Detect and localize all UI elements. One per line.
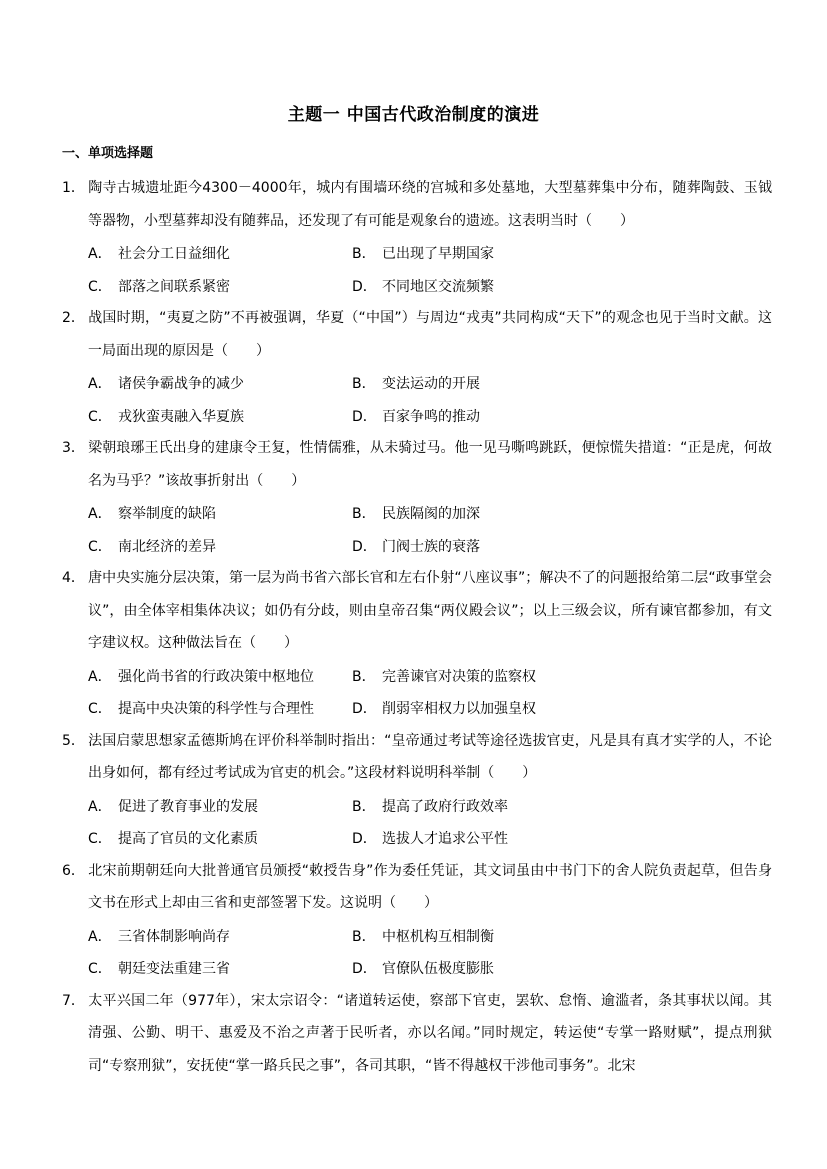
options xyxy=(62,920,772,985)
option-choice[interactable] xyxy=(88,926,352,946)
question-3 xyxy=(62,432,772,562)
option-row xyxy=(88,497,772,530)
question-text: 北宋前期朝廷向大批普通官员颁授“敕授告身”作为委任凭证，其文词虽由中书门下的舍人院负责起草，但告身文书在形式上却由三省和吏部签署下发。这说明（ ） xyxy=(88,862,772,911)
question-text: 陶寺古城遗址距今4300－4000年，城内有围墙环绕的宫城和多处墓地，大型墓葬集中分布，随葬陶鼓、玉钺等器物，小型墓葬却没有随葬品，还发现了有可能是观象台的遗迹。这表明当时（ ） xyxy=(88,180,772,229)
option-choice[interactable] xyxy=(352,243,616,263)
option-text: 提高中央决策的科学性与合理性 xyxy=(118,701,314,718)
option-text: 削弱宰相权力以加强皇权 xyxy=(382,701,536,718)
option-label: B． xyxy=(352,928,376,945)
option-text: 提高了政府行政效率 xyxy=(382,798,508,815)
question-stem xyxy=(62,432,772,497)
option-text: 部落之间联系紧密 xyxy=(118,278,230,295)
question-1 xyxy=(62,172,772,302)
option-label: B． xyxy=(352,376,376,393)
option-label: B． xyxy=(352,798,376,815)
question-text: 梁朝琅琊王氏出身的建康令王复，性情儒雅，从未骑过马。他一见马嘶鸣跳跃，便惊慌失措道：“正是虎，何故名为马乎？”该故事折射出（ ） xyxy=(88,440,772,489)
option-text: 不同地区交流频繁 xyxy=(382,278,494,295)
question-5 xyxy=(62,725,772,855)
question-number: 7． xyxy=(62,992,85,1009)
question-4 xyxy=(62,562,772,725)
option-label: C． xyxy=(88,278,112,295)
option-label: C． xyxy=(88,701,112,718)
option-row xyxy=(88,660,772,693)
option-text: 选拔人才追求公平性 xyxy=(382,831,508,848)
question-number: 3． xyxy=(62,440,85,456)
options xyxy=(62,790,772,855)
question-stem xyxy=(62,302,772,367)
page-title: 主题一 中国古代政治制度的演进 xyxy=(287,105,540,125)
option-text: 戎狄蛮夷融入华夏族 xyxy=(118,408,244,425)
option-label: A． xyxy=(88,376,112,393)
option-row xyxy=(88,692,772,725)
question-stem xyxy=(62,855,772,920)
option-choice[interactable] xyxy=(88,243,352,263)
question-number: 5． xyxy=(62,732,85,749)
question-list xyxy=(62,172,772,1082)
option-text: 强化尚书省的行政决策中枢地位 xyxy=(118,668,314,685)
option-row xyxy=(88,270,772,303)
option-text: 察举制度的缺陷 xyxy=(118,506,216,523)
option-label: C． xyxy=(88,408,112,425)
option-choice[interactable] xyxy=(88,536,352,556)
option-text: 诸侯争霸战争的减少 xyxy=(118,376,244,393)
option-row xyxy=(88,952,772,985)
option-label: B． xyxy=(352,668,376,685)
question-number: 1． xyxy=(62,180,85,196)
option-label: D． xyxy=(352,701,377,718)
option-choice[interactable] xyxy=(88,503,352,523)
question-2 xyxy=(62,302,772,432)
option-row xyxy=(88,790,772,823)
question-stem xyxy=(62,172,772,237)
option-label: A． xyxy=(88,506,112,523)
options xyxy=(62,237,772,302)
option-choice[interactable] xyxy=(352,666,616,686)
option-text: 已出现了早期国家 xyxy=(382,246,494,263)
option-label: B． xyxy=(352,506,376,523)
option-label: C． xyxy=(88,961,112,978)
option-text: 百家争鸣的推动 xyxy=(382,408,480,425)
option-row xyxy=(88,400,772,433)
question-text: 战国时期，“夷夏之防”不再被强调，华夏（“中国”）与周边“戎夷”共同构成“天下”的观念也见于当时文献。这一局面出现的原因是（ ） xyxy=(88,310,772,359)
option-label: D． xyxy=(352,278,377,295)
option-choice[interactable] xyxy=(352,698,616,718)
option-text: 变法运动的开展 xyxy=(382,376,480,393)
option-choice[interactable] xyxy=(352,926,616,946)
option-choice[interactable] xyxy=(88,666,352,686)
option-choice[interactable] xyxy=(88,796,352,816)
options xyxy=(62,660,772,725)
option-row xyxy=(88,367,772,400)
option-label: D． xyxy=(352,538,377,555)
question-6 xyxy=(62,855,772,985)
option-text: 促进了教育事业的发展 xyxy=(118,798,258,815)
option-row xyxy=(88,530,772,563)
question-7 xyxy=(62,985,772,1083)
option-label: A． xyxy=(88,928,112,945)
option-text: 中枢机构互相制衡 xyxy=(382,928,494,945)
options xyxy=(62,367,772,432)
option-choice[interactable] xyxy=(88,698,352,718)
option-label: A． xyxy=(88,668,112,685)
option-label: D． xyxy=(352,831,377,848)
option-row xyxy=(88,822,772,855)
option-label: A． xyxy=(88,798,112,815)
option-text: 官僚队伍极度膨胀 xyxy=(382,961,494,978)
question-text: 太平兴国二年（977年），宋太宗诏令：“诸道转运使，察部下官吏，罢软、怠惰、逾滥者，条其事状以闻。其清强、公勤、明干、惠爱及不治之声著于民听者，亦以名闻。”同时规定，转运使“专掌一路财赋”，提点刑狱司“专察刑狱”，安抚使“掌一路兵民之事”，各司其职，“皆不得越权干涉他司事务”。北宋 xyxy=(88,992,772,1074)
question-stem xyxy=(62,985,772,1083)
option-choice[interactable] xyxy=(352,958,616,978)
option-choice[interactable] xyxy=(352,503,616,523)
option-text: 南北经济的差异 xyxy=(118,538,216,555)
question-number: 6． xyxy=(62,862,85,879)
option-text: 民族隔阂的加深 xyxy=(382,506,480,523)
option-text: 完善谏官对决策的监察权 xyxy=(382,668,536,685)
option-choice[interactable] xyxy=(88,958,352,978)
question-stem xyxy=(62,562,772,660)
option-choice[interactable] xyxy=(352,406,616,426)
option-label: C． xyxy=(88,538,112,555)
question-number: 2． xyxy=(62,310,85,326)
option-choice[interactable] xyxy=(88,828,352,848)
options xyxy=(62,497,772,562)
question-stem xyxy=(62,725,772,790)
option-text: 三省体制影响尚存 xyxy=(118,928,230,945)
question-text: 法国启蒙思想家孟德斯鸠在评价科举制时指出：“皇帝通过考试等途径选拔官吏，凡是具有真才实学的人，不论出身如何，都有经过考试成为官吏的机会。”这段材料说明科举制（ ） xyxy=(88,732,772,781)
option-choice[interactable] xyxy=(88,406,352,426)
question-number: 4． xyxy=(62,570,85,586)
section-heading: 一、单项选择题 xyxy=(62,146,154,161)
option-choice[interactable] xyxy=(352,536,616,556)
option-label: C． xyxy=(88,831,112,848)
option-label: D． xyxy=(352,961,377,978)
option-choice[interactable] xyxy=(352,276,616,296)
option-text: 社会分工日益细化 xyxy=(118,246,230,263)
option-text: 朝廷变法重建三省 xyxy=(118,961,230,978)
option-row xyxy=(88,237,772,270)
option-choice[interactable] xyxy=(352,796,616,816)
option-label: B． xyxy=(352,246,376,263)
option-row xyxy=(88,920,772,953)
question-text: 唐中央实施分层决策，第一层为尚书省六部长官和左右仆射“八座议事”；解决不了的问题报给第二层“政事堂会议”，由全体宰相集体决议；如仍有分歧，则由皇帝召集“两仪殿会议”；以上三级会议，所有谏官都参加，有文字建议权。这种做法旨在（ ） xyxy=(88,570,772,651)
option-choice[interactable] xyxy=(88,373,352,393)
option-choice[interactable] xyxy=(352,373,616,393)
option-text: 门阀士族的衰落 xyxy=(382,538,480,555)
option-text: 提高了官员的文化素质 xyxy=(118,831,258,848)
option-label: D． xyxy=(352,408,377,425)
option-label: A． xyxy=(88,246,112,263)
option-choice[interactable] xyxy=(352,828,616,848)
option-choice[interactable] xyxy=(88,276,352,296)
